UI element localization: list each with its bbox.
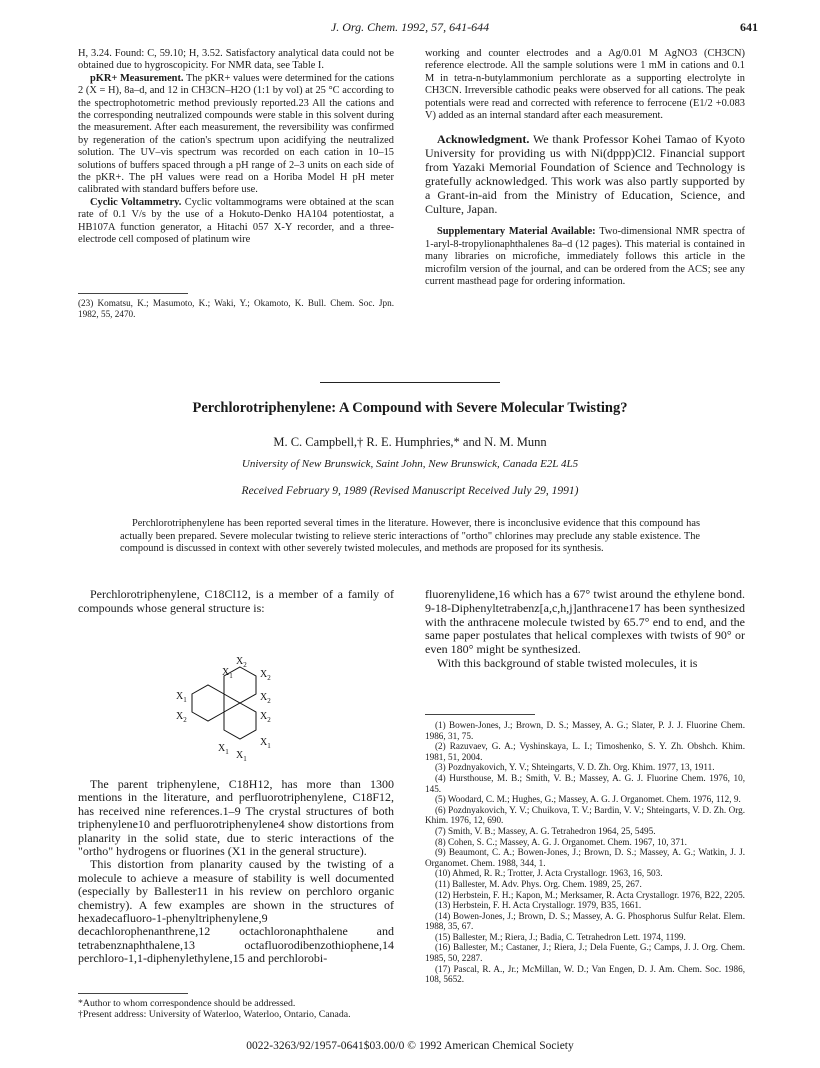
footnote-address: †Present address: University of Waterloo, Waterloo, Ontario, Canada. [78, 1009, 351, 1021]
supplementary-heading: Supplementary Material Available: [437, 226, 596, 238]
reference: (5) Woodard, C. M.; Hughes, G.; Massey, A. G. J. Organomet. Chem. 1976, 112, 9. [435, 794, 741, 805]
triphenylene-structure [170, 655, 310, 775]
reference: (13) Herbstein, F. H. Acta Crystallogr. 1979, B35, 1661. [435, 900, 642, 911]
structure-label: $X_1$ [218, 743, 229, 756]
copyright-footer: 0022-3263/92/1957-0641$03.00/0 © 1992 American Chemical Society [246, 1040, 574, 1052]
footnote-rule [78, 993, 188, 994]
prev-paragraph: working and counter electrodes and a Ag/0.01 M AgNO3 (CH3CN) reference electrode. All the sample solutions were 1 mM in cations and 0.1 M in tetra-n-butylammonium perchlorate as a supporting electrolyte in CH3CN. Irreversible cathodic peaks were observed for all cations. The peak potentials were read and corrected with reference to ferrocene (E1/2 +0.083 V) added as an internal standard after each measurement. [425, 48, 745, 122]
footnote-correspondence: *Author to whom correspondence should be addressed. [78, 998, 296, 1009]
structure-label: $X_2$ [260, 711, 271, 724]
body-paragraph: The parent triphenylene, C18H12, has more than 1300 mentions in the literature, and perfluorotriphenylene, C18F12, has received nine references.1–9 The crystal structures of both triphenylene10 and perfluorotriphenylene4 show distortions from planarity in the solid state, due to steric interactions of the "ortho" hydrogens or fluorines (X1 in the general structure). [78, 777, 394, 859]
running-header [0, 20, 820, 36]
structure-label: $X_1$ [260, 737, 271, 750]
structure-label: $X_2$ [260, 669, 271, 682]
body-paragraph: With this background of stable twisted molecules, it is [437, 655, 698, 670]
reference: (17) Pascal, R. A., Jr.; McMillan, W. D.; Van Engen, D. J. Am. Chem. Soc. 1986, 108, 5652. [425, 963, 745, 985]
article-separator [320, 382, 500, 383]
prev-article-right-column [425, 48, 745, 288]
section-heading-pkr: pKR+ Measurement. [90, 72, 184, 84]
received-dates: Received February 9, 1989 (Revised Manuscript Received July 29, 1991) [241, 485, 579, 497]
prev-paragraph: H, 3.24. Found: C, 59.10; H, 3.52. Satisfactory analytical data could not be obtained due to hygroscopicity. For NMR data, see Table I. [78, 48, 394, 72]
structure-label: $X_2$ [236, 656, 247, 669]
body-right-text [425, 588, 745, 671]
reference: (7) Smith, V. B.; Massey, A. G. Tetrahedron 1964, 25, 5495. [435, 825, 656, 836]
reference: (6) Pozdnyakovich, Y. V.; Chuikova, T. V.; Bardin, V. V.; Shteingarts, V. D. Zh. Org. Khim. 1976, 12, 690. [425, 804, 745, 826]
prev-paragraph: Cyclic voltammograms were obtained at the scan rate of 0.1 V/s by the use of a Hokuto-Denko HA104 potentiostat, a HB107A function generator, a Hitachi 057 X-Y recorder, and a three-electrode cell composed of platinum wire [78, 196, 394, 246]
author-footnotes [78, 998, 394, 1021]
supplementary-text: Two-dimensional NMR spectra of 1-aryl-8-tropylionaphthalenes 8a–d (12 pages). This material is contained in many libraries on microfiche, immediately follows this article in the microfilm version of the journal, and can be ordered from the ACS; see any current masthead page for ordering information. [425, 226, 745, 288]
section-heading-cv: Cyclic Voltammetry. [90, 196, 182, 208]
structure-label: $X_1$ [176, 691, 187, 704]
footnote-23: (23) Komatsu, K.; Masumoto, K.; Waki, Y.; Okamoto, K. Bull. Chem. Soc. Jpn. 1982, 55, 2470. [78, 298, 394, 319]
body-paragraph: fluorenylidene,16 which has a 67° twist around the ethylene bond. 9-18-Diphenyltetrabenz[a,c,h,j]anthracene17 has been synthesized with the anthracene molecule twisted by 65.7° end to end, and the same paper postulates that helical complexes with twists of 90° or even 180° might be synthesized. [425, 587, 745, 657]
reference: (16) Ballester, M.; Castaner, J.; Riera, J.; Dela Fuente, G.; Camps, J. J. Org. Chem. 1985, 50, 2287. [425, 942, 745, 964]
body-paragraph: This distortion from planarity caused by the twisting of a molecule to achieve a measure of stability is well documented (especially by Ballester11 in his review on perchloro organic chemistry). A few examples are shown in the structures of hexadecafluoro-1-phenyltriphenylene,9 decachlorophenanthrene,12 octachloronaphthalene and tetrabenznaphthalene,13 octafluorodibenzothiophene,14 perchloro-1,1-diphenylethylene,15 and perchlorobi- [78, 857, 394, 966]
body-left-text [78, 778, 394, 966]
structure-label: $X_1$ [222, 667, 233, 680]
prev-article-left-column [78, 48, 394, 247]
page-number: 641 [740, 20, 758, 34]
article-affiliation: University of New Brunswick, Saint John, New Brunswick, Canada E2L 4L5 [241, 458, 579, 470]
reference: (1) Bowen-Jones, J.; Brown, D. S.; Massey, A. G.; Slater, P. J. J. Fluorine Chem. 1986, 31, 75. [425, 720, 745, 741]
article-title: Perchlorotriphenylene: A Compound with Severe Molecular Twisting? [192, 400, 628, 416]
structure-label: $X_2$ [176, 711, 187, 724]
structure-label: $X_1$ [236, 750, 247, 763]
reference: (10) Ahmed, R. R.; Trotter, J. Acta Crystallogr. 1963, 16, 503. [435, 868, 663, 879]
references-rule [425, 714, 535, 715]
body-paragraph: Perchlorotriphenylene, C18Cl12, is a member of a family of compounds whose general structure is: [78, 587, 394, 615]
abstract: Perchlorotriphenylene has been reported several times in the literature. However, there is inconclusive evidence that this compound has actually been prepared. Severe molecular twisting to relieve steric interactions of "ortho" chlorines may preclude any stable existence. The compound is discussed in context with other severely twisted molecules, and methods are proposed for its synthesis. [120, 518, 700, 555]
reference: (8) Cohen, S. C.; Massey, A. G. J. Organomet. Chem. 1967, 10, 371. [435, 836, 687, 847]
reference: (2) Razuvaev, G. A.; Vyshinskaya, L. I.; Timoshenko, S. Y. Zh. Obshch. Khim. 1981, 51, 2004. [425, 741, 745, 762]
reference: (15) Ballester, M.; Riera, J.; Badia, C. Tetrahedron Lett. 1974, 1199. [435, 931, 686, 942]
reference: (4) Hursthouse, M. B.; Smith, V. B.; Massey, A. G. J. Fluorine Chem. 1976, 10, 145. [425, 772, 745, 794]
reference-list [425, 720, 745, 985]
structure-label: $X_2$ [260, 692, 271, 705]
reference: (9) Beaumont, C. A.; Bowen-Jones, J.; Brown, D. S.; Massey, A. G.; Watkin, J. J. Organomet. Chem. 1988, 344, 1. [425, 847, 745, 868]
prev-paragraph: The pKR+ values were determined for the cations 2 (X = H), 8a–d, and 12 in CH3CN–H2O (1:1 by vol) at 25 °C according to the spectrophotometric method previously reported.23 All the cations and the corresponding neutralized compounds were stable in this solvent during the measurement. After each measurement, the reversibility was confirmed by regeneration of the cation's spectrum upon acidifying the neutralized solution. The UV–vis spectrum was recorded on each cation in 10–15 solutions of buffers spaced through a pH range of 2–3 units on each side of the pKR+. The pH values were read on a Horiba Model H pH meter calibrated with standard buffers before use. [78, 72, 394, 196]
acknowledgment-text: We thank Professor Kohei Tamao of Kyoto University for providing us with Ni(dppp)Cl2. Financial support from Yazaki Memorial Foundation of Science and Technology is gratefully acknowledged. This work was also partly supported by a Grant-in-aid from the Ministry of Education, Science, and Culture, Japan. [425, 132, 745, 217]
reference: (14) Bowen-Jones, J.; Brown, D. S.; Massey, A. G. Phosphorus Sulfur Relat. Elem. 1988, 35, 67. [425, 910, 745, 932]
article-authors: M. C. Campbell,† R. E. Humphries,* and N. M. Munn [273, 435, 547, 449]
footnote-rule [78, 293, 188, 294]
acknowledgment-heading: Acknowledgment. [437, 132, 530, 147]
reference: (3) Pozdnyakovich, Y. V.; Shteingarts, V. D. Zh. Org. Khim. 1977, 13, 1911. [435, 762, 715, 773]
reference: (11) Ballester, M. Adv. Phys. Org. Chem. 1989, 25, 267. [435, 878, 642, 889]
reference: (12) Herbstein, F. H.; Kapon, M.; Merksamer, R. Acta Crystallogr. 1976, B22, 2205. [435, 889, 745, 900]
journal-citation: J. Org. Chem. 1992, 57, 641-644 [330, 20, 490, 34]
